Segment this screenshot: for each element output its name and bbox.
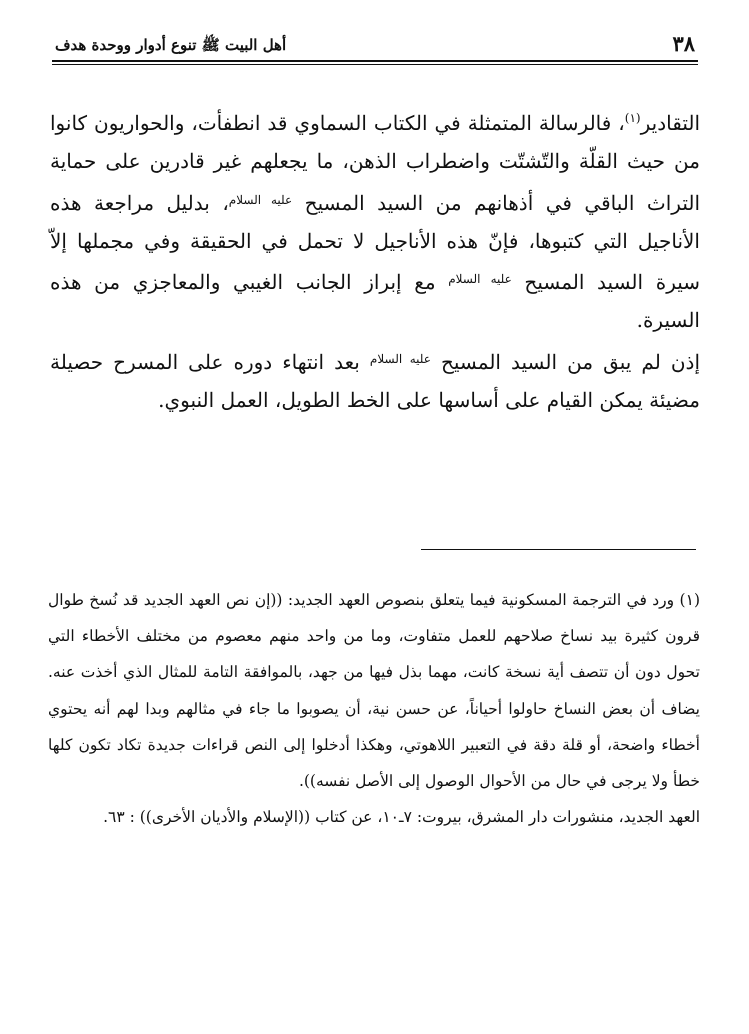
header-rule-thick	[52, 60, 698, 62]
paragraph-2-text-a: إذن لم يبق من السيد المسيح	[440, 349, 701, 374]
header-rule-thin	[52, 64, 698, 65]
paragraph-1-text-a: التقادير	[640, 111, 700, 135]
footnotes	[48, 582, 700, 835]
salutation-mark: عليه السلام	[369, 351, 431, 366]
paragraph-2	[50, 340, 700, 420]
paragraph-1-text-b: ، فالرسالة المتمثلة في الكتاب السماوي قد انطفأت، والحواريون كانوا من حيث القلّة والتّشتّت واضطراب الذهن، ما يجعلهم غير قادرين على حماية التراث الباقي في أذهانهم من السيد المسيح	[50, 111, 701, 215]
salutation-mark: عليه السلام	[228, 192, 293, 207]
page-header	[55, 30, 695, 56]
footnote-separator	[421, 549, 696, 550]
page-number: ٣٨	[672, 31, 695, 56]
running-title: أهل البيت ﷺ تنوع أدوار ووحدة هدف	[55, 36, 287, 54]
salutation-mark: عليه السلام	[448, 272, 512, 287]
main-text	[50, 99, 700, 419]
paragraph-1-text-c: ، بدليل مراجعة هذه الأناجيل التي كتبوها، فإنّ هذه الأناجيل لا تحمل في الحقيقة وفي مجملها إلاّ سيرة السيد المسيح	[50, 190, 701, 295]
paragraph-1-text-d: مع إبراز الجانب الغيبي والمعاجزي من هذه السيرة.	[50, 270, 700, 333]
footnote-1: (١) ورد في الترجمة المسكونية فيما يتعلق بنصوص العهد الجديد: ((إن نص العهد الجديد قد نُسخ طوال قرون كثيرة بيد نساخ صلاحهم للعمل متفاوت، وما من واحد منهم معصوم من مختلف الأخطاء التي تحول دون أن تتصف أية نسخة كانت، مهما بذل فيها من جهد، بالموافقة التامة للمثال الذي أخذت عنه. يضاف أن بعض النساخ حاولوا أحياناً، عن حسن نية، أن يصوبوا ما جاء في مثالهم وبدا لهم أنه يحتوي أخطاء واضحة، أو قلة دقة في التعبير اللاهوتي، وهكذا أدخلوا إلى النص قراءات جديدة تكاد تكون كلها خطأ ولا يرجى في حال من الأحوال الوصول إلى الأصل نفسه)).	[48, 591, 700, 791]
footnote-ref-1[interactable]: (١)	[624, 111, 641, 125]
paragraph-2-text-b: بعد انتهاء دوره على المسرح حصيلة مضيئة يمكن القيام على أساسها على الخط الطويل، العمل النبوي.	[50, 349, 700, 413]
paragraph-1	[50, 99, 700, 340]
footnote-1-source: العهد الجديد، منشورات دار المشرق، بيروت: ٧ـ١٠، عن كتاب ((الإسلام والأديان الأخرى)) : ٦٣.	[103, 808, 700, 827]
